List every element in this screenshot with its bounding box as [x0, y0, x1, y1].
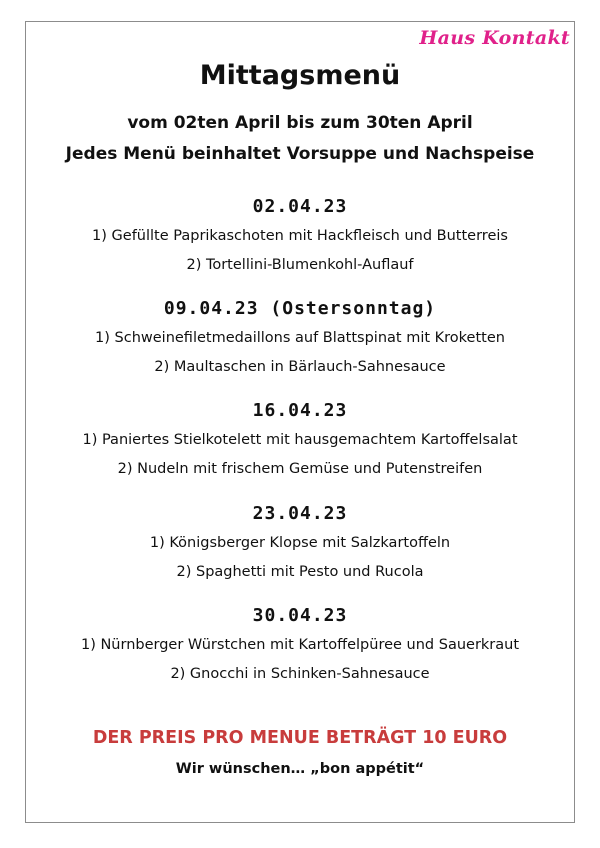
- menu-week-5: [0, 601, 600, 689]
- menu-week-4: [0, 499, 600, 587]
- week-date: 16.04.23: [252, 400, 348, 421]
- dish-option-1: 1) Schweinefiletmedaillons auf Blattspinat mit Kroketten: [95, 330, 505, 346]
- week-date: 09.04.23 (Ostersonntag): [163, 298, 437, 319]
- menu-period: vom 02ten April bis zum 30ten April: [127, 113, 473, 133]
- dish-option-2: 2) Tortellini-Blumenkohl-Auflauf: [186, 257, 414, 273]
- week-date: 30.04.23: [252, 605, 348, 626]
- page-title: Mittagsmenü: [199, 60, 401, 91]
- dish-option-1: 1) Gefüllte Paprikaschoten mit Hackfleisch und Butterreis: [92, 228, 508, 244]
- brand-logo: Haus Kontakt: [419, 27, 570, 49]
- menu-week-1: [0, 192, 600, 280]
- price-notice: DER PREIS PRO MENUE BETRÄGT 10 EURO: [92, 728, 508, 748]
- dish-option-2: 2) Maultaschen in Bärlauch-Sahnesauce: [154, 359, 446, 375]
- week-date: 23.04.23: [252, 503, 348, 524]
- dish-option-2: 2) Spaghetti mit Pesto und Rucola: [176, 564, 424, 580]
- dish-option-1: 1) Paniertes Stielkotelett mit hausgemachtem Kartoffelsalat: [82, 432, 518, 448]
- dish-option-2: 2) Nudeln mit frischem Gemüse und Putenstreifen: [117, 461, 483, 477]
- menu-includes-note: Jedes Menü beinhaltet Vorsuppe und Nachspeise: [65, 144, 535, 164]
- week-date: 02.04.23: [252, 196, 348, 217]
- menu-week-2: [0, 294, 600, 382]
- dish-option-1: 1) Königsberger Klopse mit Salzkartoffeln: [149, 535, 451, 551]
- dish-option-1: 1) Nürnberger Würstchen mit Kartoffelpüree und Sauerkraut: [80, 637, 520, 653]
- closing-greeting: Wir wünschen… „bon appétit“: [175, 761, 425, 777]
- dish-option-2: 2) Gnocchi in Schinken-Sahnesauce: [170, 666, 430, 682]
- menu-week-3: [0, 396, 600, 484]
